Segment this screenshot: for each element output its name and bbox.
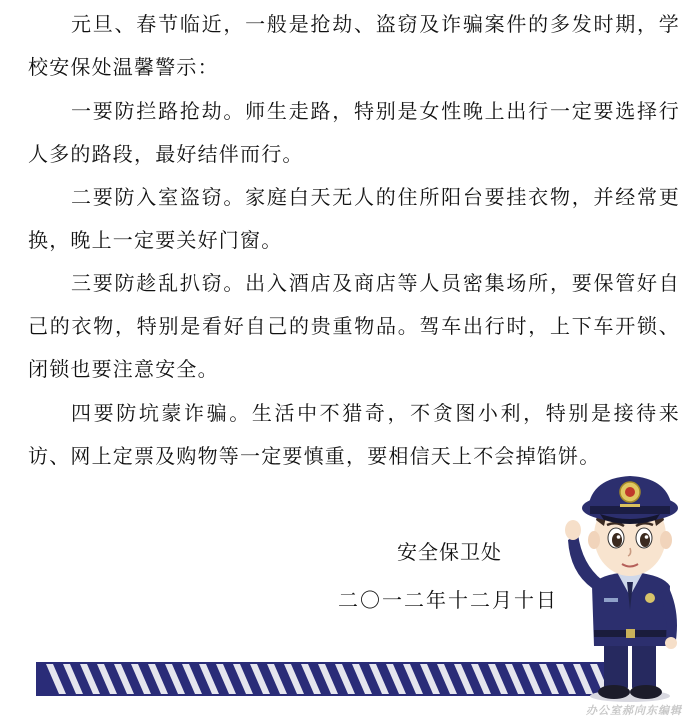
editor-watermark: 办公室郝向东编辑 [586,704,682,717]
warning-paragraph-pickpocket: 三要防趁乱扒窃。出入酒店及商店等人员密集场所，要保管好自己的衣物，特别是看好自己的贵重物品。驾车出行时，上下车开锁、闭锁也要注意安全。 [28,271,680,381]
warning-paragraph-burglary: 二要防入室盗窃。家庭白天无人的住所阳台要挂衣物，并经常更换，晚上一定要关好门窗。 [28,185,680,252]
warning-paragraph-fraud: 四要防坑蒙诈骗。生活中不猎奇，不贪图小利，特别是接待来访、网上定票及购物等一定要慎重，要相信天上不会掉馅饼。 [28,401,680,468]
band-stripes [36,662,616,696]
police-officer-illustration [548,470,696,706]
warning-paragraph-robbery: 一要防拦路抢劫。师生走路，特别是女性晚上出行一定要选择行人多的路段，最好结伴而行。 [28,99,680,166]
signature-date: 二〇一二年十二月十日 [338,588,558,612]
decorative-band [36,662,616,696]
intro-paragraph: 元旦、春节临近，一般是抢劫、盗窃及诈骗案件的多发时期，学校安保处温馨警示： [28,12,680,79]
signature-organization: 安全保卫处 [397,540,502,564]
